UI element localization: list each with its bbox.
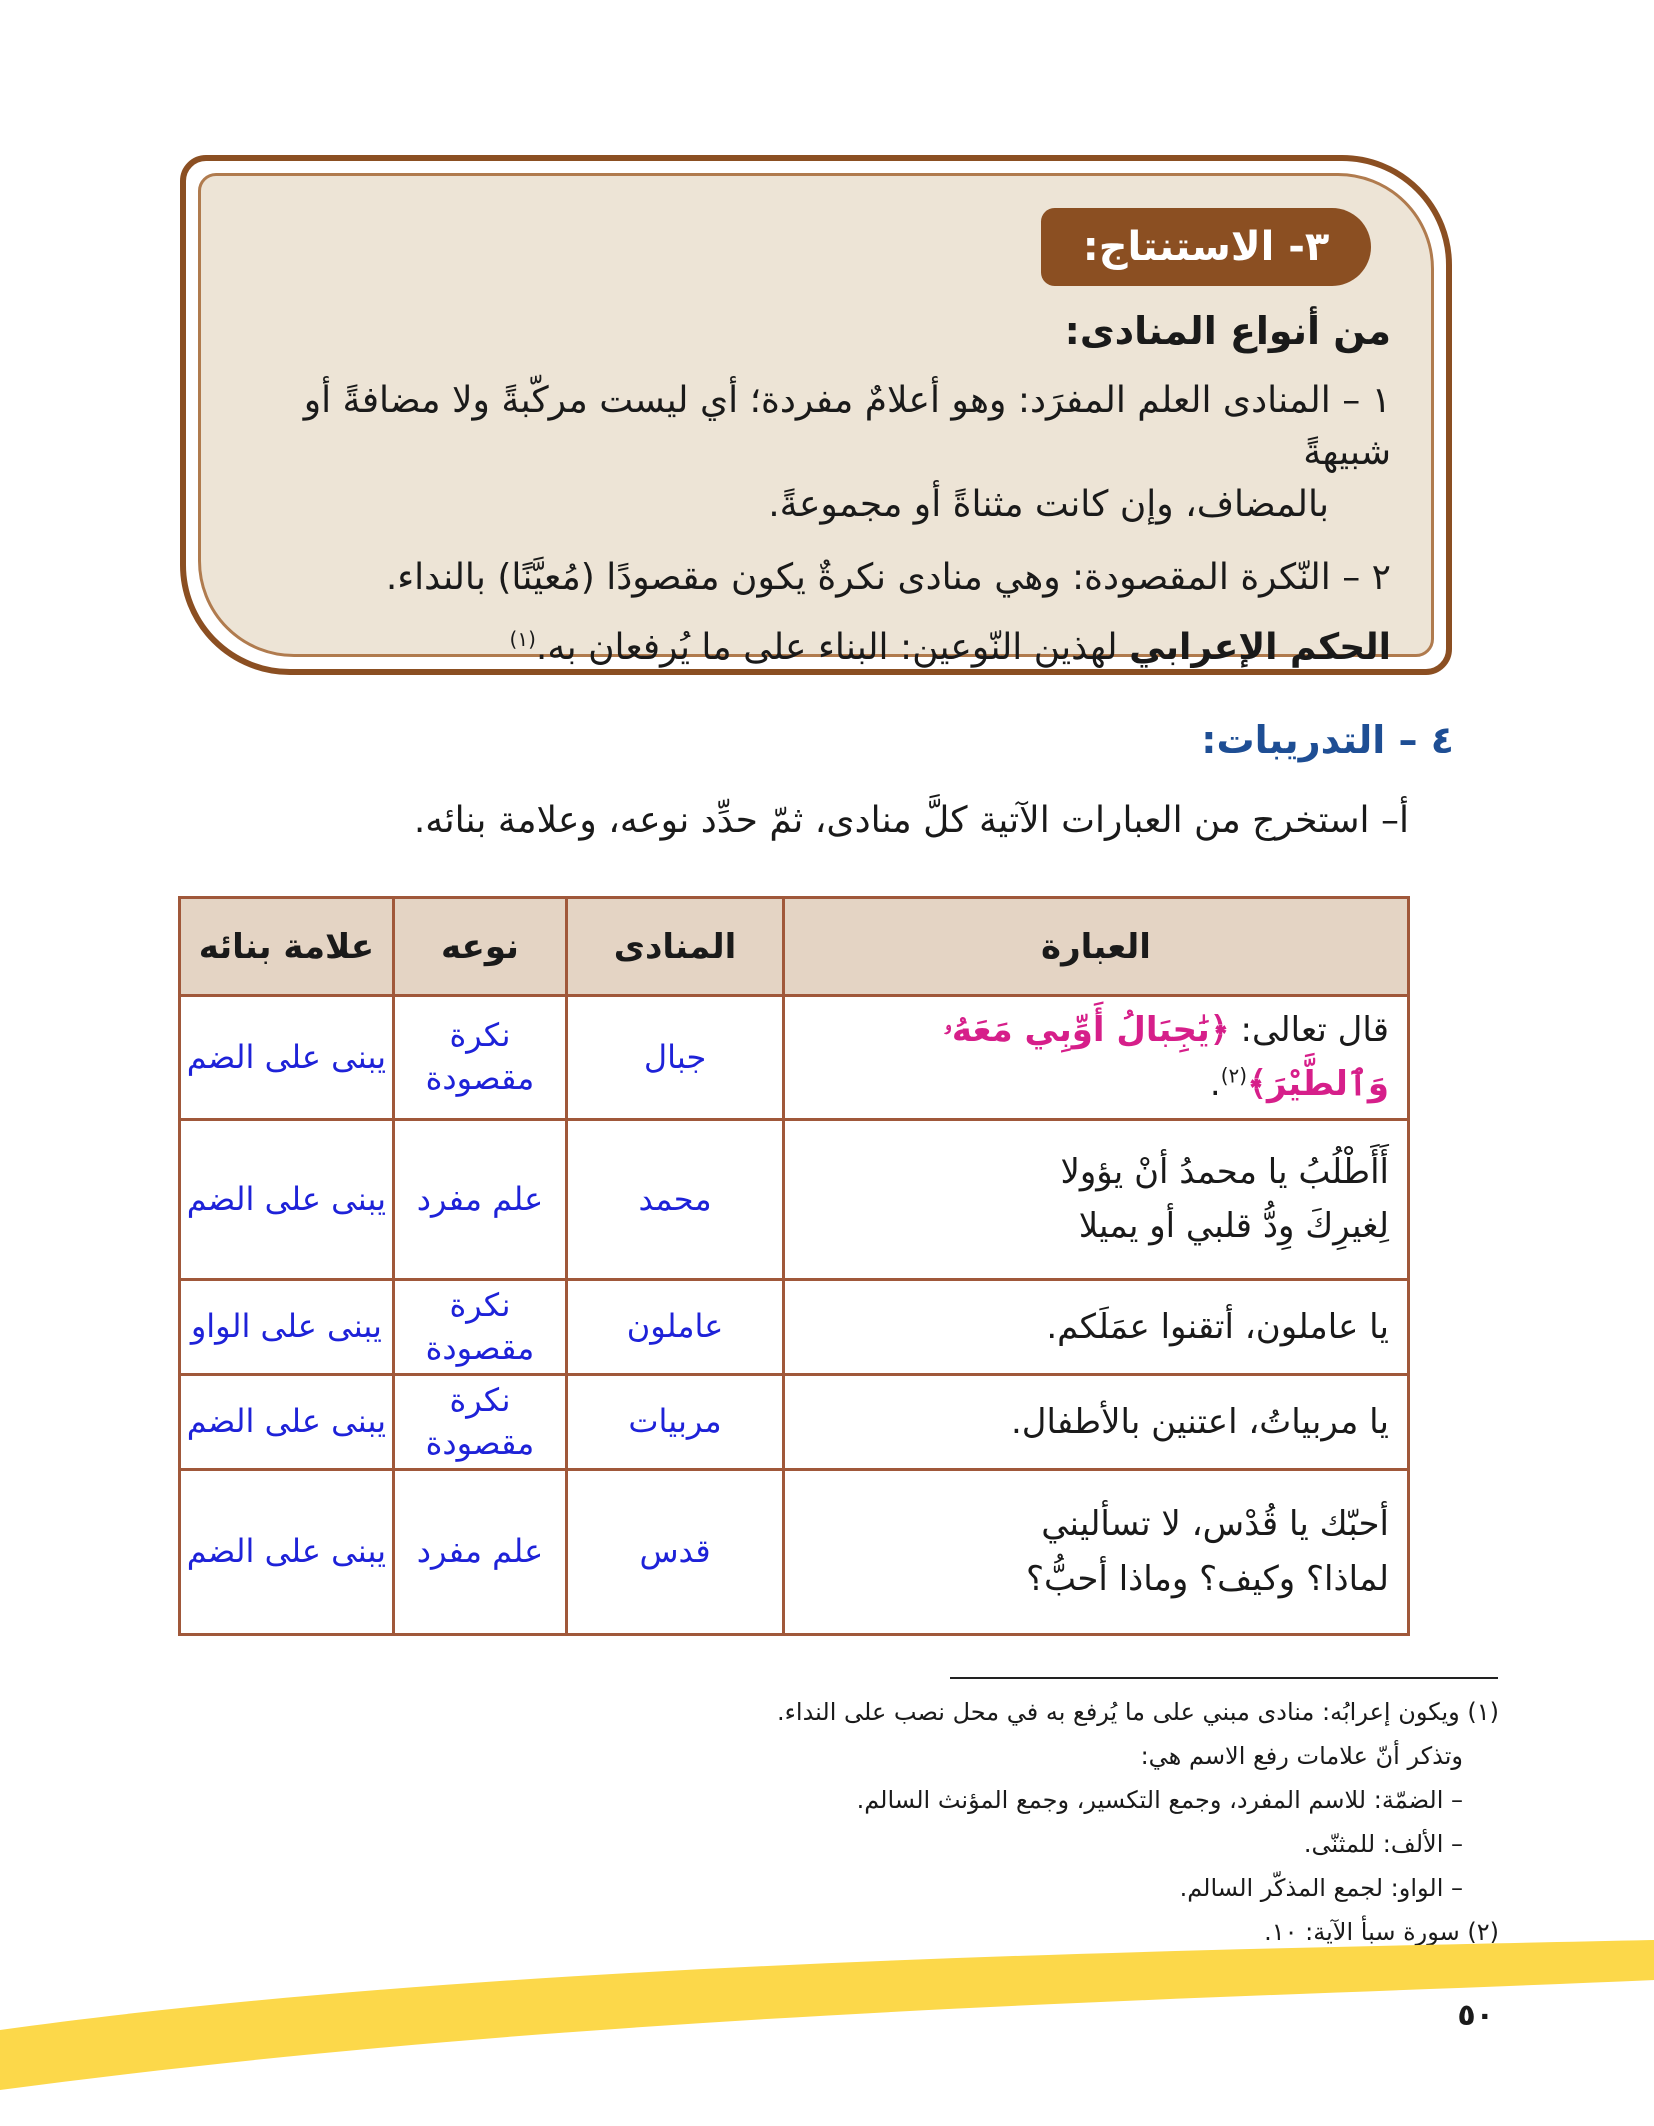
rule-label: الحكم الإعرابي (1129, 626, 1391, 668)
phrase-suffix: . (1209, 1064, 1221, 1105)
footnote-1: (١) ويكون إعرابُه: منادى مبني على ما يُرفع به في محل نصب على النداء. (777, 1698, 1499, 1726)
conclusion-inner (198, 173, 1434, 668)
rule-text: لهذين النّوعين: البناء على ما يُرفعان به. (535, 626, 1118, 668)
type-cell: نكرة مقصودة (393, 1374, 566, 1469)
monada-cell: قدس (567, 1469, 784, 1634)
conclusion-title-tab (1041, 208, 1371, 286)
footnote-1-bullet: – الضمّة: للاسم المفرد، وجمع التكسير، وجمع المؤنث السالم. (856, 1786, 1463, 1814)
header-sign: علامة بنائه (180, 898, 394, 996)
phrase-cell: يا عاملون، أتقنوا عمَلَكم. (783, 1279, 1408, 1374)
exercises-instruction: أ– استخرج من العبارات الآتية كلَّ منادى، ثمّ حدِّد نوعه، وعلامة بنائه. (413, 800, 1409, 841)
table-row (180, 1119, 1409, 1279)
phrase-cell (783, 996, 1408, 1120)
monada-cell: عاملون (567, 1279, 784, 1374)
header-phrase: العبارة (783, 898, 1408, 996)
sign-cell: يبنى على الضم (180, 1374, 394, 1469)
exercise-table (178, 896, 1410, 1636)
footnotes (777, 1690, 1499, 1954)
phrase-line-2: لِغيرِكَ وِدُّ قلبي أو يميلا (1078, 1206, 1389, 1247)
footnote-2: (٢) سورة سبأ الآية: ١٠. (1264, 1918, 1499, 1946)
phrase-line-1: أحبّك يا قُدْس، لا تسأليني (1041, 1504, 1389, 1545)
monada-cell: مربيات (567, 1374, 784, 1469)
sign-cell: يبنى على الضم (180, 1119, 394, 1279)
footnote-1-bullet: – الألف: للمثنّى. (1303, 1830, 1463, 1858)
conclusion-title: ٣- الاستنتاج: (1082, 224, 1330, 270)
footnote-1-note: وتذكر أنّ علامات رفع الاسم هي: (1140, 1742, 1463, 1770)
header-type: نوعه (393, 898, 566, 996)
sign-cell: يبنى على الضم (180, 1469, 394, 1634)
conclusion-box (180, 155, 1452, 675)
phrase-footnote-ref: (٢) (1220, 1064, 1248, 1089)
type-cell: نكرة مقصودة (393, 996, 566, 1120)
type-cell: علم مفرد (393, 1469, 566, 1634)
monada-cell: محمد (567, 1119, 784, 1279)
footnote-1-bullet: – الواو: لجمع المذكّر السالم. (1179, 1874, 1463, 1902)
exercises-title: ٤ – التدريبات: (1201, 718, 1454, 762)
rule-footnote-ref: (١) (509, 626, 536, 651)
monada-cell: جبال (567, 996, 784, 1120)
phrase-cell: يا مربياتُ، اعتنين بالأطفال. (783, 1374, 1408, 1469)
sign-cell: يبنى على الواو (180, 1279, 394, 1374)
conclusion-item-1-line-2: بالمضاف، وإن كانت مثناةً أو مجموعةً. (768, 484, 1329, 526)
type-cell: نكرة مقصودة (393, 1279, 566, 1374)
footnote-divider (950, 1677, 1498, 1679)
header-monada: المنادى (567, 898, 784, 996)
sign-cell: يبنى على الضم (180, 996, 394, 1120)
table-row (180, 1469, 1409, 1634)
page-number: ٥٠ (1457, 1998, 1494, 2033)
table-header-row (180, 898, 1409, 996)
conclusion-rule (231, 622, 1391, 674)
conclusion-heading: من أنواع المنادى: (1064, 309, 1391, 353)
table-row (180, 1374, 1409, 1469)
yellow-wave-decoration (0, 1940, 1654, 2126)
table-row (180, 996, 1409, 1120)
type-cell: علم مفرد (393, 1119, 566, 1279)
phrase-cell (783, 1469, 1408, 1634)
phrase-line-1: أَأَطْلُبُ يا محمدُ أنْ يؤولا (1060, 1151, 1389, 1192)
conclusion-item-1-line-1: ١ – المنادى العلم المفرَد: وهو أعلامٌ مفردة؛ أي ليست مركّبةً ولا مضافةً أو شبيهةً (303, 380, 1391, 474)
table-row (180, 1279, 1409, 1374)
conclusion-text (231, 304, 1391, 674)
phrase-cell (783, 1119, 1408, 1279)
phrase-line-2: لماذا؟ وكيف؟ وماذا أحبُّ؟ (1025, 1558, 1389, 1599)
quran-verse: ﴿يَٰجِبَالُ أَوِّبِي مَعَهُۥ وَٱلطَّيْرَ﴾ (943, 1010, 1389, 1105)
phrase-prefix: قال تعالى: (1240, 1010, 1389, 1050)
conclusion-item-2: ٢ – النّكرة المقصودة: وهي منادى نكرةٌ يكون مقصودًا (مُعيَّنًا) بالنداء. (385, 556, 1391, 598)
